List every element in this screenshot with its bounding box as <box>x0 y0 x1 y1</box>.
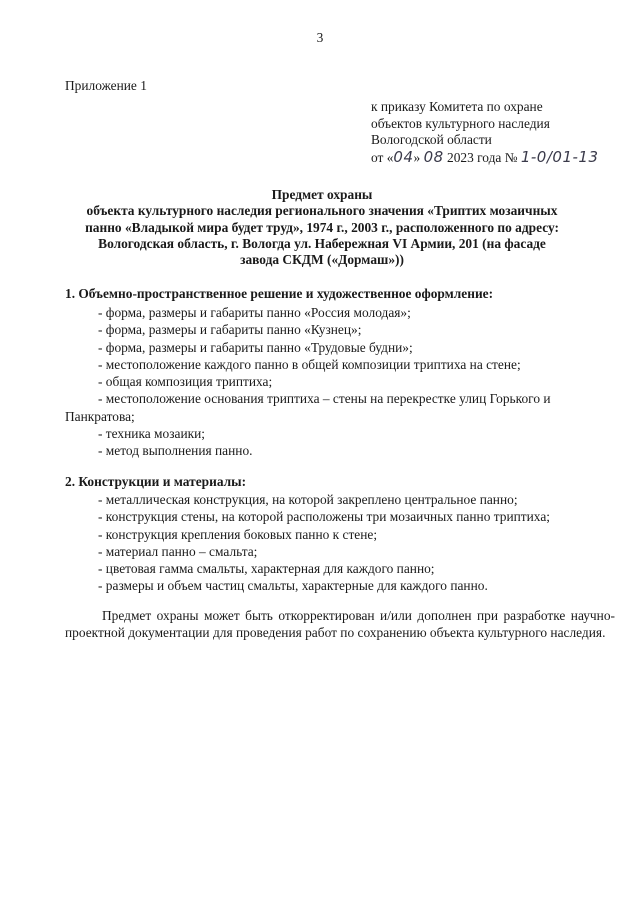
title-line-3: панно «Владыкой мира будет труд», 1974 г., 2003 г., расположенного по адресу: <box>85 219 559 235</box>
list-item: - металлическая конструкция, на которой закреплено центральное панно; <box>98 492 518 507</box>
order-ref-line-2: объектов культурного наследия <box>371 115 550 131</box>
list-item: - конструкция крепления боковых панно к стене; <box>98 526 378 542</box>
list-item: - форма, размеры и габариты панно «Россия молодая»; <box>98 305 411 320</box>
section-1-list <box>65 304 615 460</box>
order-date-day-handwritten: 04 <box>393 147 414 166</box>
order-ref-line-1: к приказу Комитета по охране <box>371 99 543 114</box>
appendix-label: Приложение 1 <box>65 78 147 93</box>
title-line-5: завода СКДМ («Дормаш»)) <box>240 252 404 268</box>
title-line-4: Вологодская область, г. Вологда ул. Набережная VI Армии, 201 (на фасаде <box>98 235 546 251</box>
order-reference <box>371 99 598 166</box>
list-item: - общая композиция триптиха; <box>98 374 273 390</box>
list-item: - местоположение каждого панно в общей композиции триптиха на стене; <box>98 356 521 372</box>
list-item: - техника мозаики; <box>98 426 206 442</box>
order-date-month-handwritten: 08 <box>423 147 444 166</box>
list-item: - конструкция стены, на которой расположены три мозаичных панно триптиха; <box>98 509 550 525</box>
section-2-list <box>65 491 615 595</box>
order-date-prefix: от « <box>371 149 394 165</box>
order-date-mid: » <box>413 149 424 165</box>
list-item: - цветовая гамма смальты, характерная для каждого панно; <box>98 561 435 577</box>
order-date-year: 2023 года № <box>443 149 521 165</box>
list-item: - местоположение основания триптиха – стены на перекрестке улиц Горького и Панкратова; <box>65 391 551 424</box>
list-item: - размеры и объем частиц смальты, характерные для каждого панно. <box>98 578 488 594</box>
list-item: - метод выполнения панно. <box>98 443 253 459</box>
section-1-heading: 1. Объемно-пространственное решение и художественное оформление: <box>65 286 494 301</box>
title-line-2: объекта культурного наследия регионального значения «Триптих мозаичных <box>86 203 558 219</box>
document-title <box>62 187 582 268</box>
closing-paragraph: Предмет охраны может быть откорректирован и/или дополнен при разработке научно-проектной документации для проведения работ по сохранению объекта культурного наследия. <box>65 608 615 641</box>
order-number-handwritten: 1-0/01-13 <box>520 147 599 166</box>
order-date-line <box>371 149 598 167</box>
page-number: 3 <box>316 30 324 45</box>
title-line-1: Предмет охраны <box>271 187 373 202</box>
order-ref-line-3: Вологодской области <box>371 132 492 148</box>
list-item: - форма, размеры и габариты панно «Трудовые будни»; <box>98 339 413 355</box>
section-2-heading: 2. Конструкции и материалы: <box>65 474 247 489</box>
list-item: - материал панно – смальта; <box>98 543 258 559</box>
list-item: - форма, размеры и габариты панно «Кузнец»; <box>98 322 362 338</box>
